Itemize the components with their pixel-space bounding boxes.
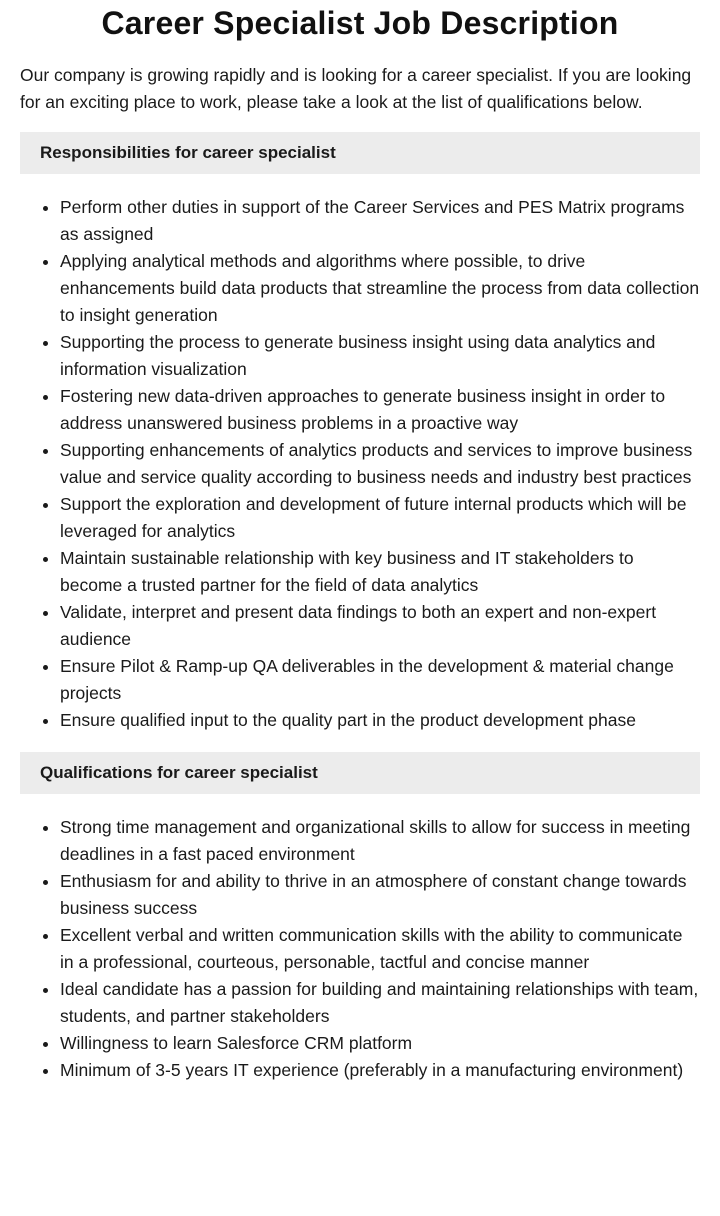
list-item: Supporting the process to generate business insight using data analytics and information visualization	[60, 329, 700, 383]
list-item: Fostering new data-driven approaches to generate business insight in order to address unanswered business problems in a proactive way	[60, 383, 700, 437]
qualifications-heading: Qualifications for career specialist	[20, 752, 700, 794]
list-item: Ensure Pilot & Ramp-up QA deliverables in the development & material change projects	[60, 653, 700, 707]
list-item: Support the exploration and development of future internal products which will be leveraged for analytics	[60, 491, 700, 545]
list-item: Strong time management and organizational skills to allow for success in meeting deadlines in a fast paced environment	[60, 814, 700, 868]
list-item: Minimum of 3-5 years IT experience (preferably in a manufacturing environment)	[60, 1057, 700, 1084]
list-item: Maintain sustainable relationship with key business and IT stakeholders to become a trusted partner for the field of data analytics	[60, 545, 700, 599]
list-item: Excellent verbal and written communication skills with the ability to communicate in a professional, courteous, personable, tactful and concise manner	[60, 922, 700, 976]
qualifications-list	[20, 814, 700, 1084]
responsibilities-heading: Responsibilities for career specialist	[20, 132, 700, 174]
list-item: Ideal candidate has a passion for building and maintaining relationships with team, students, and partner stakeholders	[60, 976, 700, 1030]
intro-paragraph: Our company is growing rapidly and is looking for a career specialist. If you are looking for an exciting place to work, please take a look at the list of qualifications below.	[20, 65, 692, 112]
list-item: Ensure qualified input to the quality part in the product development phase	[60, 707, 700, 734]
list-item: Perform other duties in support of the Career Services and PES Matrix programs as assigned	[60, 194, 700, 248]
list-item: Applying analytical methods and algorithms where possible, to drive enhancements build data products that streamline the process from data collection to insight generation	[60, 248, 700, 329]
responsibilities-list	[20, 194, 700, 734]
list-item: Supporting enhancements of analytics products and services to improve business value and service quality according to business needs and industry best practices	[60, 437, 700, 491]
list-item: Willingness to learn Salesforce CRM platform	[60, 1030, 700, 1057]
page-title: Career Specialist Job Description	[101, 5, 619, 41]
list-item: Enthusiasm for and ability to thrive in an atmosphere of constant change towards business success	[60, 868, 700, 922]
list-item: Validate, interpret and present data findings to both an expert and non-expert audience	[60, 599, 700, 653]
